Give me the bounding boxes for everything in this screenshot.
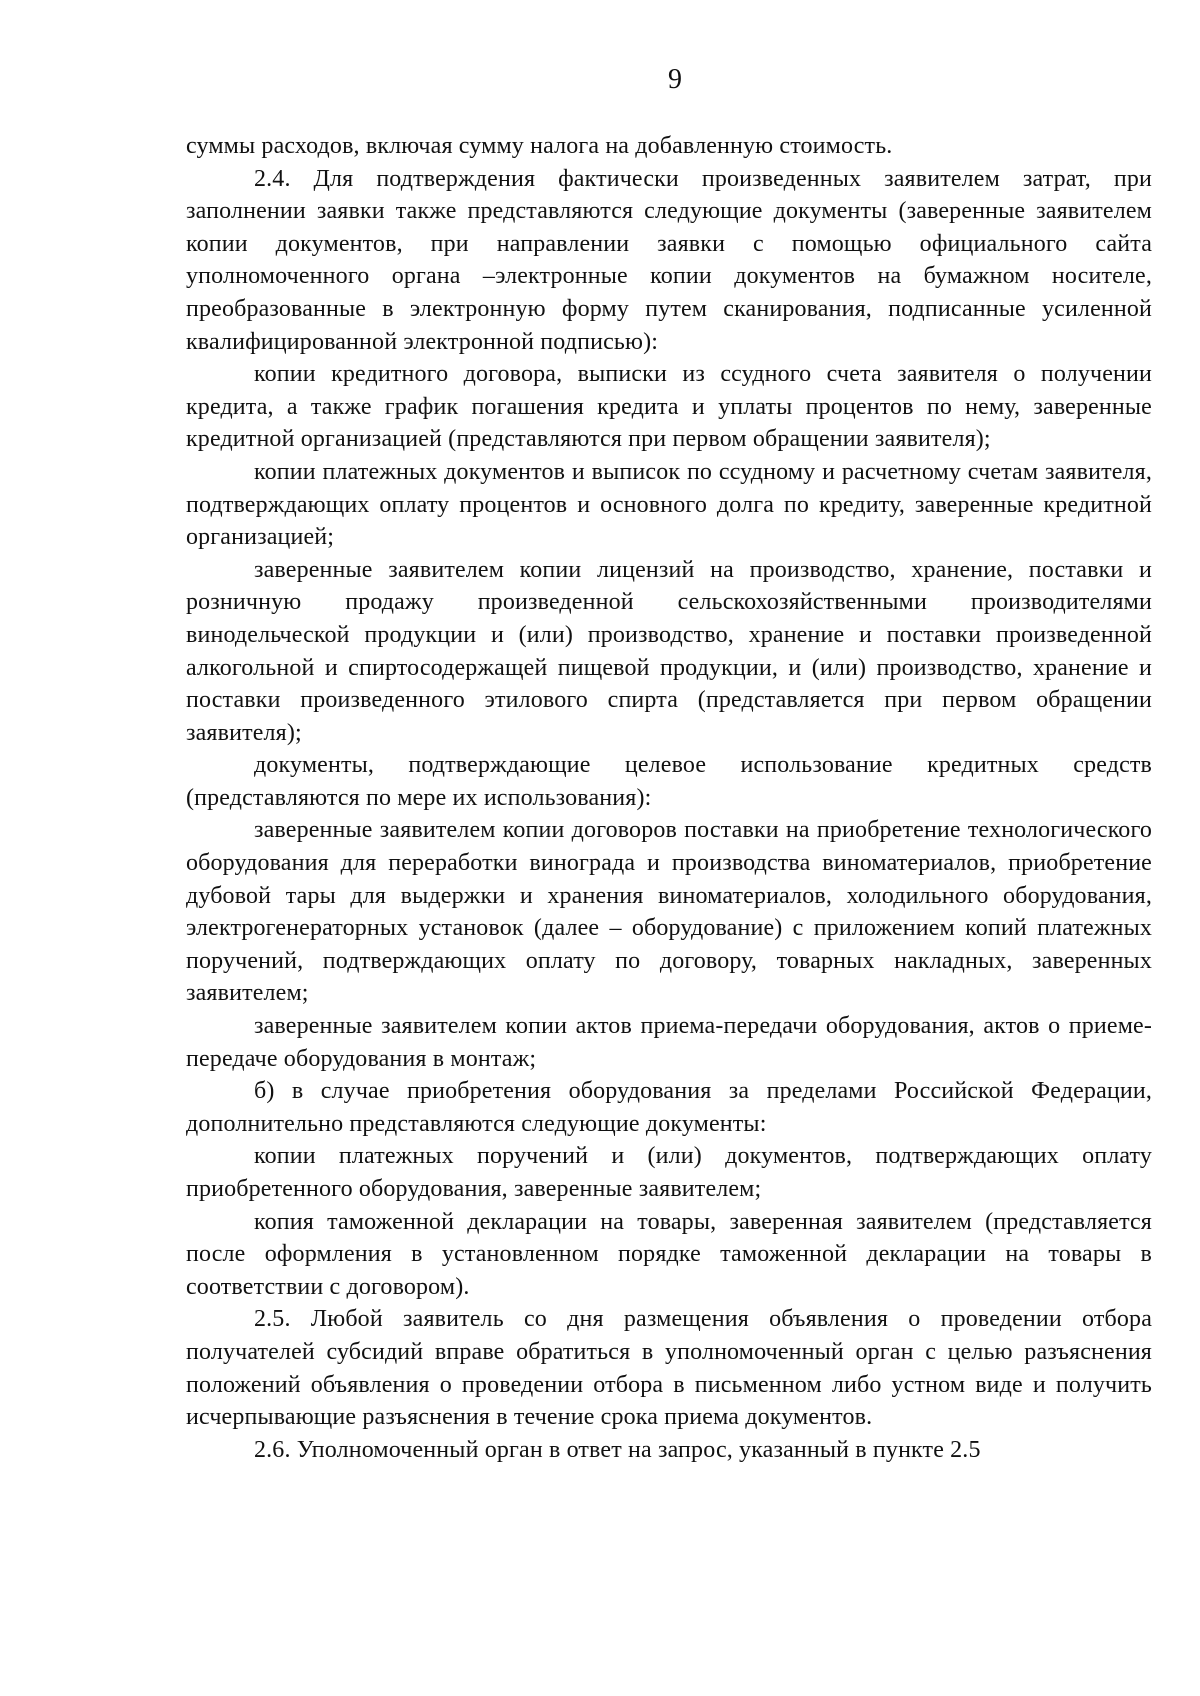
paragraph: 2.5. Любой заявитель со дня размещения объявления о проведении отбора получателей субсидий вправе обратиться в уполномоченный орган с целью разъяснения положений объявления о проведении отбора в письменном либо устном виде и получить исчерпывающие разъяснения в течение срока приема документов. xyxy=(186,1306,1152,1431)
paragraph: 2.4. Для подтверждения фактически произведенных заявителем затрат, при заполнении заявки также представляются следующие документы (заверенные заявителем копии документов, при направлении заявки с помощью официального сайта уполномоченного органа –электронные копии документов на бумажном носителе, преобразованные в электронную форму путем сканирования, подписанные усиленной квалифицированной электронной подписью): xyxy=(186,165,1152,355)
paragraph: копии кредитного договора, выписки из ссудного счета заявителя о получении кредита, а также график погашения кредита и уплаты процентов по нему, заверенные кредитной организацией (представляются при первом обращении заявителя); xyxy=(186,361,1152,453)
document-body xyxy=(186,130,1152,1466)
paragraph: суммы расходов, включая сумму налога на добавленную стоимость. xyxy=(186,133,893,159)
paragraph: копии платежных документов и выписок по ссудному и расчетному счетам заявителя, подтверждающих оплату процентов и основного долга по кредиту, заверенные кредитной организацией; xyxy=(186,458,1152,551)
paragraph: заверенные заявителем копии лицензий на производство, хранение, поставки и розничную продажу произведенной сельскохозяйственными производителями винодельческой продукции и (или) производство, хранение и поставки произведенной алкогольной и спиртосодержащей пищевой продукции, и (или) производство, хранение и поставки произведенного этилового спирта (представляется при первом обращении заявителя); xyxy=(186,556,1152,746)
paragraph: документы, подтверждающие целевое использование кредитных средств (представляются по мере их использования): xyxy=(186,752,1152,811)
paragraph: копии платежных поручений и (или) документов, подтверждающих оплату приобретенного оборудования, заверенные заявителем; xyxy=(186,1143,1152,1202)
paragraph: б) в случае приобретения оборудования за пределами Российской Федерации, дополнительно представляются следующие документы: xyxy=(186,1078,1152,1137)
page-number: 9 xyxy=(668,64,682,95)
paragraph: заверенные заявителем копии актов приема-передачи оборудования, актов о приеме-передаче оборудования в монтаж; xyxy=(186,1013,1152,1072)
paragraph: копия таможенной декларации на товары, заверенная заявителем (представляется после оформления в установленном порядке таможенной декларации на товары в соответствии с договором). xyxy=(186,1208,1152,1300)
paragraph: заверенные заявителем копии договоров поставки на приобретение технологического оборудования для переработки винограда и производства виноматериалов, приобретение дубовой тары для выдержки и хранения виноматериалов, холодильного оборудования, электрогенераторных установок (далее – оборудование) с приложением копий платежных поручений, подтверждающих оплату по договору, товарных накладных, заверенных заявителем; xyxy=(186,817,1152,1007)
paragraph: 2.6. Уполномоченный орган в ответ на запрос, указанный в пункте 2.5 xyxy=(254,1436,981,1463)
